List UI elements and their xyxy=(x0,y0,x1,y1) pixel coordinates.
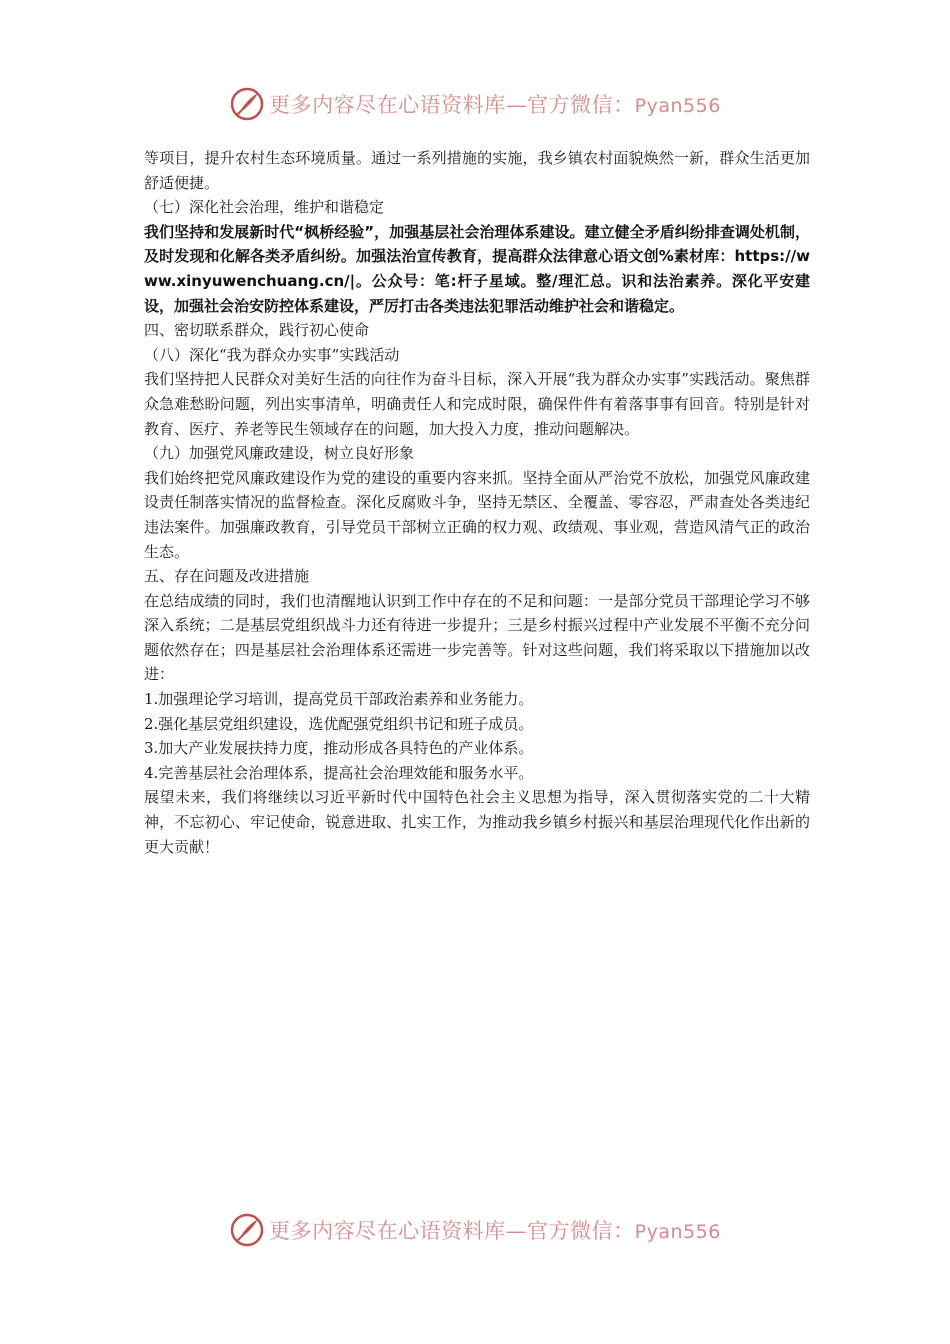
section-heading: （七）深化社会治理，维护和谐稳定 xyxy=(144,198,385,217)
list-item: 3.加大产业发展扶持力度，推动形成各具特色的产业体系。 xyxy=(144,739,534,758)
paragraph: 我们坚持把人民群众对美好生活的向往作为奋斗目标，深入开展“我为群众办实事”实践活动。聚焦群众急难愁盼问题，列出实事清单，明确责任人和完成时限，确保件件有着落事事有回音。特别是针对教育、医疗、养老等民生领域存在的问题，加大投入力度，推动问题解决。 xyxy=(144,370,810,438)
footer-banner xyxy=(0,1208,950,1252)
list-item: 4.完善基层社会治理体系，提高社会治理效能和服务水平。 xyxy=(144,763,534,782)
list-item: 2.强化基层党组织建设，选优配强党组织书记和班子成员。 xyxy=(144,714,534,733)
section-heading: （九）加强党风廉政建设，树立良好形象 xyxy=(144,444,415,463)
list-item: 1.加强理论学习培训，提高党员干部政治素养和业务能力。 xyxy=(144,690,534,709)
section-heading: （八）深化“我为群众办实事”实践活动 xyxy=(144,345,400,364)
paragraph: 等项目，提升农村生态环境质量。通过一系列措施的实施，我乡镇农村面貌焕然一新，群众生活更加舒适便捷。 xyxy=(144,149,810,192)
quill-logo-icon xyxy=(229,1212,265,1248)
banner-text: 更多内容尽在心语资料库—官方微信：Pyan556 xyxy=(269,1219,721,1243)
paragraph-bold: 我们坚持和发展新时代“枫桥经验”，加强基层社会治理体系建设。建立健全矛盾纠纷排查调处机制，及时发现和化解各类矛盾纠纷。加强法治宣传教育，提高群众法律意心语文创%素材库：https://www.xinyuwenchuang.cn/|。公众号：笔:杆子星域。整/理汇总。识和法治素养。深化平安建设，加强社会治安防控体系建设，严厉打击各类违法犯罪活动维护社会和谐稳定。 xyxy=(144,222,810,315)
quill-logo-icon xyxy=(229,86,265,122)
paragraph: 我们始终把党风廉政建设作为党的建设的重要内容来抓。坚持全面从严治党不放松，加强党风廉政建设责任制落实情况的监督检查。深化反腐败斗争，坚持无禁区、全覆盖、零容忍，严肃查处各类违纪违法案件。加强廉政教育，引导党员干部树立正确的权力观、政绩观、事业观，营造风清气正的政治生态。 xyxy=(144,468,810,561)
wechat-id: Pyan556 xyxy=(634,1221,721,1243)
document-body xyxy=(144,146,810,859)
paragraph: 展望未来，我们将继续以习近平新时代中国特色社会主义思想为指导，深入贯彻落实党的二十大精神，不忘初心、牢记使命，锐意进取、扎实工作，为推动我乡镇乡村振兴和基层治理现代化作出新的更大贡献！ xyxy=(144,788,810,856)
section-heading: 四、密切联系群众，践行初心使命 xyxy=(144,321,370,340)
paragraph: 在总结成绩的同时，我们也清醒地认识到工作中存在的不足和问题：一是部分党员干部理论学习不够深入系统；二是基层党组织战斗力还有待进一步提升；三是乡村振兴过程中产业发展不平衡不充分问题依然存在；四是基层社会治理体系还需进一步完善等。针对这些问题，我们将采取以下措施加以改进： xyxy=(144,591,810,684)
wechat-id: Pyan556 xyxy=(634,95,721,117)
header-banner xyxy=(0,82,950,126)
banner-text: 更多内容尽在心语资料库—官方微信：Pyan556 xyxy=(269,93,721,117)
section-heading: 五、存在问题及改进措施 xyxy=(144,567,310,586)
